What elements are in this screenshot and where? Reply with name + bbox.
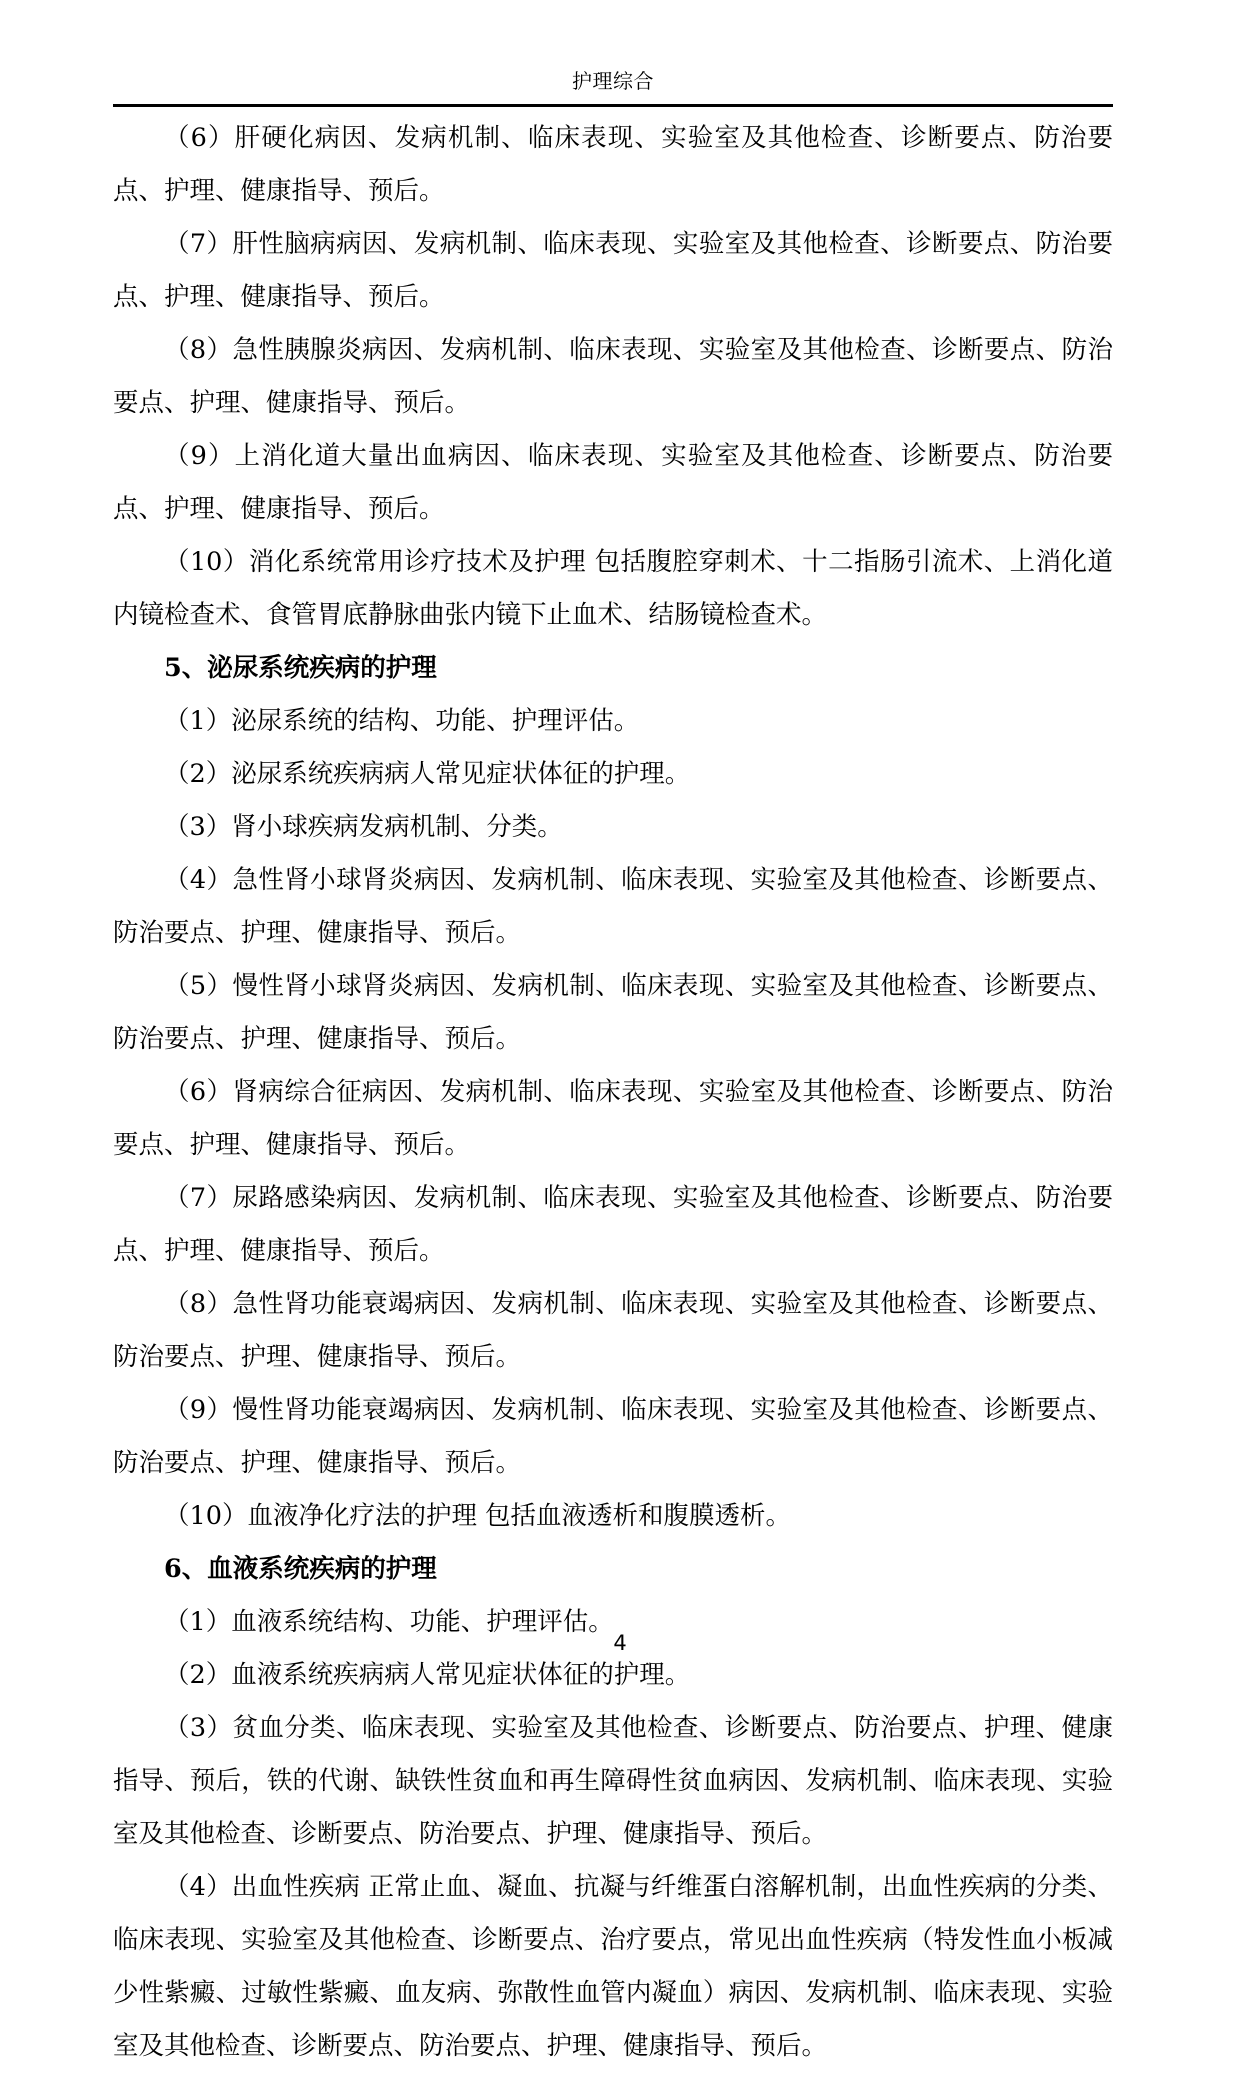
s5-item-6: （6）肾病综合征病因、发病机制、临床表现、实验室及其他检查、诊断要点、防治要点、护理、健康指导、预后。 [113,1077,1113,1160]
s6-item-1: （1）血液系统结构、功能、护理评估。 [164,1607,614,1637]
s6-item-2: （2）血液系统疾病病人常见症状体征的护理。 [164,1660,691,1690]
section-5-urinary: 5、泌尿系统疾病的护理 [164,653,437,683]
s5-item-3: （3）肾小球疾病发病机制、分类。 [164,812,563,842]
item-9-upper-gi-bleeding: （9）上消化道大量出血病因、临床表现、实验室及其他检查、诊断要点、防治要点、护理、健康指导、预后。 [113,441,1113,524]
item-7-hepatic-encephalopathy: （7）肝性脑病病因、发病机制、临床表现、实验室及其他检查、诊断要点、防治要点、护理、健康指导、预后。 [113,229,1113,312]
s5-item-10: （10）血液净化疗法的护理 包括血液透析和腹膜透析。 [164,1501,792,1531]
s5-item-1: （1）泌尿系统的结构、功能、护理评估。 [164,706,640,736]
page-header-title: 护理综合 [572,69,654,93]
section-6-blood: 6、血液系统疾病的护理 [164,1554,437,1584]
s6-item-3: （3）贫血分类、临床表现、实验室及其他检查、诊断要点、防治要点、护理、健康指导、预后，铁的代谢、缺铁性贫血和再生障碍性贫血病因、发病机制、临床表现、实验室及其他检查、诊断要点、防治要点、护理、健康指导、预后。 [113,1713,1113,1849]
s5-item-4: （4）急性肾小球肾炎病因、发病机制、临床表现、实验室及其他检查、诊断要点、防治要点、护理、健康指导、预后。 [113,865,1113,948]
document-body [113,112,1113,2073]
item-10-digestive-techniques: （10）消化系统常用诊疗技术及护理 包括腹腔穿刺术、十二指肠引流术、上消化道内镜检查术、食管胃底静脉曲张内镜下止血术、结肠镜检查术。 [113,547,1113,630]
item-6-liver-cirrhosis: （6）肝硬化病因、发病机制、临床表现、实验室及其他检查、诊断要点、防治要点、护理、健康指导、预后。 [113,123,1113,206]
page-number: 4 [613,1631,627,1655]
item-8-acute-pancreatitis: （8）急性胰腺炎病因、发病机制、临床表现、实验室及其他检查、诊断要点、防治要点、护理、健康指导、预后。 [113,335,1113,418]
s5-item-7: （7）尿路感染病因、发病机制、临床表现、实验室及其他检查、诊断要点、防治要点、护理、健康指导、预后。 [113,1183,1113,1266]
s5-item-9: （9）慢性肾功能衰竭病因、发病机制、临床表现、实验室及其他检查、诊断要点、防治要点、护理、健康指导、预后。 [113,1395,1113,1478]
s5-item-8: （8）急性肾功能衰竭病因、发病机制、临床表现、实验室及其他检查、诊断要点、防治要点、护理、健康指导、预后。 [113,1289,1113,1372]
header-divider-rule [113,104,1113,107]
s5-item-5: （5）慢性肾小球肾炎病因、发病机制、临床表现、实验室及其他检查、诊断要点、防治要点、护理、健康指导、预后。 [113,971,1113,1054]
s6-item-4: （4）出血性疾病 正常止血、凝血、抗凝与纤维蛋白溶解机制，出血性疾病的分类、临床表现、实验室及其他检查、诊断要点、治疗要点，常见出血性疾病（特发性血小板减少性紫癜、过敏性紫癜、血友病、弥散性血管内凝血）病因、发病机制、临床表现、实验室及其他检查、诊断要点、防治要点、护理、健康指导、预后。 [113,1872,1113,2061]
s5-item-2: （2）泌尿系统疾病病人常见症状体征的护理。 [164,759,691,789]
